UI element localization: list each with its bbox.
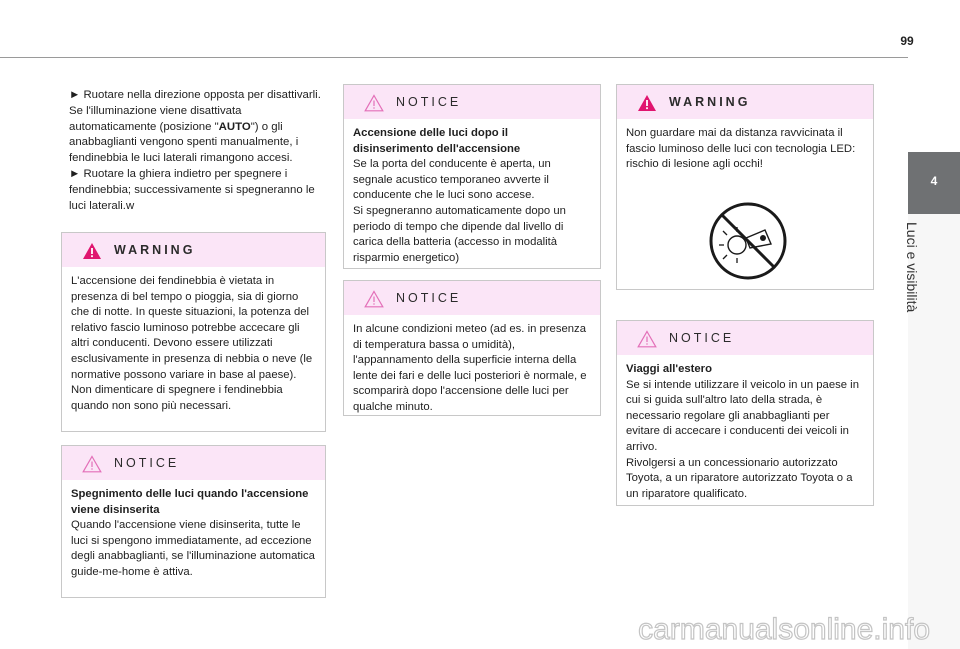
- warning-text-2: Non dimenticare di spegnere i fendinebbia quando non sono più necessari.: [71, 384, 283, 412]
- warning-text: Non guardare mai da distanza ravvicinata il fascio luminoso delle luci con tecnologia LED: rischio di lesione agli occhi!: [626, 127, 856, 171]
- notice-text: In alcune condizioni meteo (ad es. in presenza di temperatura bassa o umidità), l'appannamento della superficie interna della lente dei fari e delle luci posteriori è normale, e scomparirà dopo l'accensione delle luci per qualche minuto.: [353, 323, 587, 413]
- notice-title: Accensione delle luci dopo il disinserimento dell'accensione: [353, 127, 521, 155]
- notice-text: Se si intende utilizzare il veicolo in un paese in cui si guida sull'altro lato della strada, è necessario regolare gli anabbaglianti per evitare di accecare i conducenti dei veicoli in arrivo.: [626, 378, 859, 453]
- intro-step-2: ► Ruotare la ghiera indietro per spegnere i fendinebbia; successivamente si spegneranno le luci laterali.w: [69, 167, 315, 212]
- warning-text: L'accensione dei fendinebbia è vietata in presenza di bel tempo o pioggia, sia di giorno che di notte. In queste situazioni, la potenza del relativo fascio luminoso potrebbe accecare gli altri conducenti. Devono essere utilizzati esclusivamente in presenza di nebbia o neve (le normative possono variare in base al paese).: [71, 275, 313, 381]
- chapter-tab[interactable]: [908, 152, 960, 214]
- top-rule: [0, 57, 908, 58]
- notice-box-off: [61, 445, 326, 598]
- notice-label: NOTICE: [114, 456, 180, 470]
- intro-text: [69, 88, 331, 214]
- warning-triangle-icon: [82, 242, 102, 260]
- notice-header: [344, 85, 600, 119]
- chapter-title: Luci e visibilità: [904, 222, 920, 313]
- watermark-text: carmanualsonline.info: [638, 613, 930, 646]
- notice-triangle-icon: [82, 455, 102, 473]
- notice-triangle-icon: [364, 290, 384, 308]
- chapter-number: 4: [930, 174, 938, 188]
- notice-text: Quando l'accensione viene disinserita, tutte le luci si spengono immediatamente, ad eccezione degli anabbaglianti, se l'illuminazione automatica guide-me-home è attiva.: [71, 519, 315, 578]
- notice-title: Viaggi all'estero: [626, 363, 712, 375]
- warning-box-fog: [61, 232, 326, 432]
- notice-triangle-icon: [637, 330, 657, 348]
- warning-header: [617, 85, 873, 119]
- notice-header: [62, 446, 325, 480]
- notice-text-2: Si spegneranno automaticamente dopo un periodo di tempo che dipende dal livello di carica della batteria (accesso in modalità risparmio energetico): [353, 204, 566, 264]
- watermark: [430, 608, 950, 648]
- notice-box-on: [343, 84, 601, 269]
- notice-text: Se la porta del conducente è aperta, un segnale acustico temporaneo avverte il conducente che le luci sono accese.: [353, 158, 551, 202]
- warning-label: WARNING: [669, 95, 751, 109]
- notice-box-abroad: [616, 320, 874, 506]
- auto-label: AUTO: [218, 120, 251, 133]
- notice-header: [617, 321, 873, 355]
- warning-label: WARNING: [114, 243, 196, 257]
- intro-step-1: ► Ruotare nella direzione opposta per disattivarli.: [69, 89, 321, 101]
- notice-triangle-icon: [364, 94, 384, 112]
- intro-paragraph: Se l'illuminazione viene disattivata automaticamente (posizione "AUTO") o gli anabbaglianti vengono spenti manualmente, i fendinebbia le luci laterali rimangono accesi.: [69, 104, 299, 165]
- no-stare-led-icon: [707, 200, 789, 282]
- notice-box-weather: [343, 280, 601, 416]
- warning-triangle-icon: [637, 94, 657, 112]
- notice-title: Spegnimento delle luci quando l'accensione viene disinserita: [71, 488, 309, 516]
- notice-text-2: Rivolgersi a un concessionario autorizzato Toyota, a un riparatore autorizzato Toyota o a un riparatore qualificato.: [626, 456, 853, 500]
- notice-header: [344, 281, 600, 315]
- notice-label: NOTICE: [396, 95, 462, 109]
- warning-box-led: [616, 84, 874, 290]
- notice-label: NOTICE: [396, 291, 462, 305]
- page-number: 99: [900, 34, 914, 48]
- warning-header: [62, 233, 325, 267]
- notice-label: NOTICE: [669, 331, 735, 345]
